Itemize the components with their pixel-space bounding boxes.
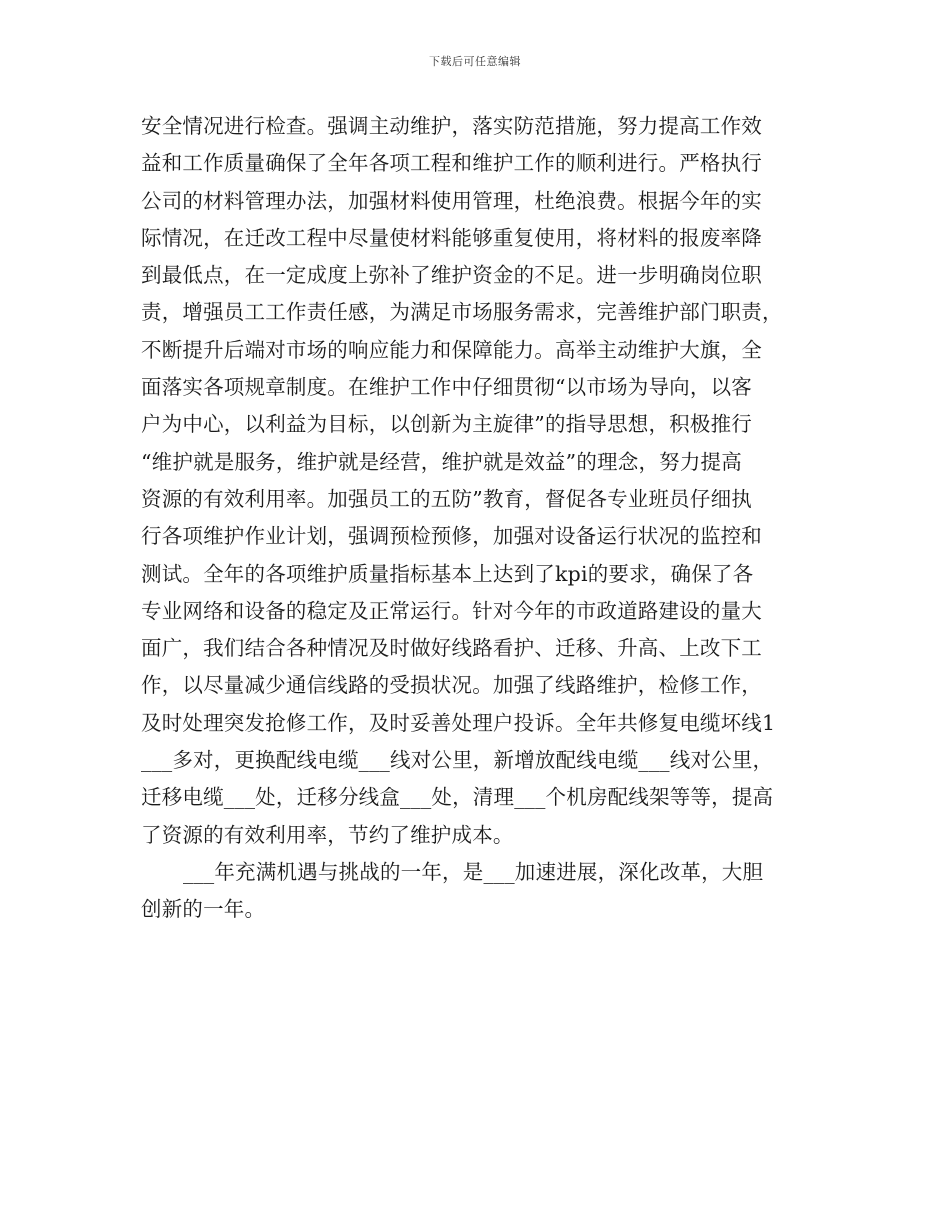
text-line: 专业网络和设备的稳定及正常运行。针对今年的市政道路建设的量大 bbox=[141, 598, 762, 623]
text-line: 际情况，在迁改工程中尽量使材料能够重复使用，将材料的报废率降 bbox=[141, 225, 762, 250]
page-header: 下载后可任意编辑 bbox=[429, 55, 521, 68]
document-body bbox=[141, 108, 821, 929]
text-line: 益和工作质量确保了全年各项工程和维护工作的顺利进行。严格执行 bbox=[141, 151, 762, 176]
text-line: 公司的材料管理办法，加强材料使用管理，杜绝浪费。根据今年的实 bbox=[141, 188, 762, 213]
text-line: 创新的一年。 bbox=[141, 897, 266, 922]
text-line: 到最低点，在一定成度上弥补了维护资金的不足。进一步明确岗位职 bbox=[141, 263, 762, 288]
text-line: 责，增强员工工作责任感，为满足市场服务需求，完善维护部门职责， bbox=[141, 300, 783, 325]
text-line: 及时处理突发抢修工作，及时妥善处理户投诉。全年共修复电缆坏线1 bbox=[141, 710, 776, 735]
text-line: 作，以尽量减少通信线路的受损状况。加强了线路维护，检修工作， bbox=[141, 673, 762, 698]
text-line: “维护就是服务，维护就是经营，维护就是效益”的理念，努力提高 bbox=[141, 449, 742, 474]
text-line: 不断提升后端对市场的响应能力和保障能力。高举主动维护大旗，全 bbox=[141, 337, 762, 362]
text-line: 户为中心，以利益为目标，以创新为主旋律”的指导思想，积极推行 bbox=[141, 412, 752, 437]
text-line: 了资源的有效利用率，节约了维护成本。 bbox=[141, 822, 514, 847]
text-line: ___年充满机遇与挑战的一年，是___加速进展，深化改革，大胆 bbox=[183, 859, 764, 884]
text-line: 资源的有效利用率。加强员工的五防”教育，督促各专业班员仔细执 bbox=[141, 486, 752, 511]
paragraph-2 bbox=[141, 854, 821, 929]
text-line: 行各项维护作业计划，强调预检预修，加强对设备运行状况的监控和 bbox=[141, 524, 762, 549]
text-line: 安全情况进行检查。强调主动维护，落实防范措施，努力提高工作效 bbox=[141, 114, 762, 138]
text-line: 面落实各项规章制度。在维护工作中仔细贯彻“以市场为导向，以客 bbox=[141, 375, 752, 400]
paragraph-1 bbox=[141, 108, 821, 854]
text-line: 迁移电缆___处，迁移分线盒___处，清理___个机房配线架等等，提高 bbox=[141, 785, 774, 810]
text-line: 测试。全年的各项维护质量指标基本上达到了kpi的要求，确保了各 bbox=[141, 561, 754, 586]
text-line: ___多对，更换配线电缆___线对公里，新增放配线电缆___线对公里， bbox=[141, 748, 774, 773]
text-line: 面广，我们结合各种情况及时做好线路看护、迁移、升高、上改下工 bbox=[141, 636, 762, 661]
